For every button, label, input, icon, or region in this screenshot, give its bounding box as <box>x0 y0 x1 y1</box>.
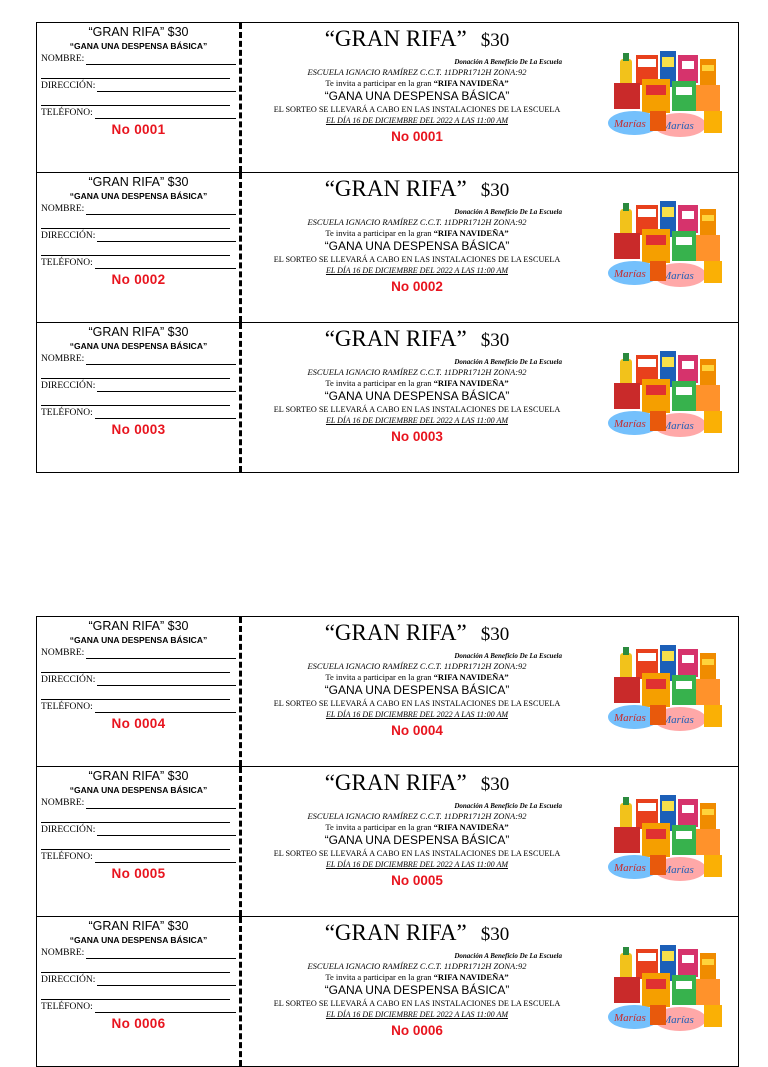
name-field <box>41 796 236 809</box>
school-line: ESCUELA IGNACIO RAMÍREZ C.C.T. 11DPR1712H ZONA:92 <box>307 961 527 971</box>
phone-line <box>95 259 236 269</box>
grocery-basket-icon <box>600 195 730 295</box>
address-line <box>97 826 236 836</box>
draw-location: EL SORTEO SE LLEVARÁ A CABO EN LAS INSTALACIONES DE LA ESCUELA <box>273 999 561 1008</box>
stub-subtitle: “GANA UNA DESPENSA BÁSICA” <box>69 341 208 351</box>
invite-text: Te invita a participar en la gran <box>325 78 432 88</box>
main-ticket-number: No 0001 <box>391 129 443 144</box>
invite-text: Te invita a participar en la gran <box>325 972 432 982</box>
ticket-price: $30 <box>480 774 510 795</box>
stub-subtitle: “GANA UNA DESPENSA BÁSICA” <box>69 635 208 645</box>
name-field <box>41 646 236 659</box>
raffle-ticket <box>37 917 738 1067</box>
address-line-extra <box>41 986 230 1000</box>
draw-date: EL DÍA 16 DE DICIEMBRE DEL 2022 A LAS 11:00 AM <box>325 116 509 125</box>
name-line-extra <box>41 365 230 379</box>
phone-label: TELÉFONO: <box>41 108 93 118</box>
main-title: “GRAN RIFA” <box>324 770 467 795</box>
draw-location: EL SORTEO SE LLEVARÁ A CABO EN LAS INSTALACIONES DE LA ESCUELA <box>273 405 561 414</box>
name-line-extra <box>41 65 230 79</box>
phone-label: TELÉFONO: <box>41 1002 93 1012</box>
school-line: ESCUELA IGNACIO RAMÍREZ C.C.T. 11DPR1712H ZONA:92 <box>307 661 527 671</box>
stub-title: “GRAN RIFA” $30 <box>88 919 189 933</box>
phone-field <box>41 1000 236 1013</box>
stub-ticket-number: No 0002 <box>111 272 166 287</box>
address-line <box>97 676 236 686</box>
invite-bold: “RIFA NAVIDEÑA” <box>433 822 509 832</box>
name-line <box>86 355 236 365</box>
donation-note: Donación A Beneficio De La Escuela <box>454 802 562 810</box>
invite-text: Te invita a participar en la gran <box>325 672 432 682</box>
grocery-basket-icon <box>600 639 730 739</box>
stub-subtitle: “GANA UNA DESPENSA BÁSICA” <box>69 191 208 201</box>
grocery-basket-icon <box>600 345 730 445</box>
ticket-price: $30 <box>480 30 510 51</box>
address-field <box>41 973 236 986</box>
address-label: DIRECCIÓN: <box>41 231 96 241</box>
address-label: DIRECCIÓN: <box>41 381 96 391</box>
name-field <box>41 202 236 215</box>
school-line: ESCUELA IGNACIO RAMÍREZ C.C.T. 11DPR1712H ZONA:92 <box>307 217 527 227</box>
address-line-extra <box>41 836 230 850</box>
invite-text: Te invita a participar en la gran <box>325 822 432 832</box>
draw-date: EL DÍA 16 DE DICIEMBRE DEL 2022 A LAS 11:00 AM <box>325 860 509 869</box>
address-label: DIRECCIÓN: <box>41 81 96 91</box>
invite-bold: “RIFA NAVIDEÑA” <box>433 378 509 388</box>
raffle-ticket <box>37 173 738 323</box>
stub-ticket-number: No 0004 <box>111 716 166 731</box>
draw-location: EL SORTEO SE LLEVARÁ A CABO EN LAS INSTALACIONES DE LA ESCUELA <box>273 255 561 264</box>
ticket-stub <box>37 23 242 172</box>
main-ticket-number: No 0005 <box>391 873 443 888</box>
phone-line <box>95 853 236 863</box>
name-line <box>86 649 236 659</box>
pantry-line: “GANA UNA DESPENSA BÁSICA” <box>324 89 510 103</box>
address-field <box>41 823 236 836</box>
name-label: NOMBRE: <box>41 354 85 364</box>
name-field <box>41 946 236 959</box>
grocery-basket-icon <box>600 45 730 145</box>
stub-title: “GRAN RIFA” $30 <box>88 769 189 783</box>
stub-title: “GRAN RIFA” $30 <box>88 619 189 633</box>
stub-ticket-number: No 0003 <box>111 422 166 437</box>
address-line <box>97 976 236 986</box>
ticket-body <box>242 23 738 172</box>
phone-line <box>95 703 236 713</box>
stub-ticket-number: No 0006 <box>111 1016 166 1031</box>
stub-subtitle: “GANA UNA DESPENSA BÁSICA” <box>69 785 208 795</box>
name-line-extra <box>41 215 230 229</box>
main-ticket-number: No 0004 <box>391 723 443 738</box>
invite-bold: “RIFA NAVIDEÑA” <box>433 672 509 682</box>
name-label: NOMBRE: <box>41 648 85 658</box>
school-line: ESCUELA IGNACIO RAMÍREZ C.C.T. 11DPR1712H ZONA:92 <box>307 67 527 77</box>
ticket-body <box>242 917 738 1066</box>
invite-bold: “RIFA NAVIDEÑA” <box>433 972 509 982</box>
draw-location: EL SORTEO SE LLEVARÁ A CABO EN LAS INSTALACIONES DE LA ESCUELA <box>273 699 561 708</box>
grocery-basket-icon <box>600 939 730 1039</box>
donation-note: Donación A Beneficio De La Escuela <box>454 652 562 660</box>
address-line <box>97 82 236 92</box>
address-line <box>97 232 236 242</box>
main-title: “GRAN RIFA” <box>324 26 467 51</box>
ticket-body <box>242 767 738 916</box>
name-line-extra <box>41 809 230 823</box>
main-ticket-number: No 0003 <box>391 429 443 444</box>
phone-field <box>41 106 236 119</box>
ticket-stub <box>37 173 242 322</box>
ticket-price: $30 <box>480 924 510 945</box>
phone-label: TELÉFONO: <box>41 258 93 268</box>
draw-date: EL DÍA 16 DE DICIEMBRE DEL 2022 A LAS 11:00 AM <box>325 266 509 275</box>
invite-text: Te invita a participar en la gran <box>325 378 432 388</box>
invite-bold: “RIFA NAVIDEÑA” <box>433 78 509 88</box>
draw-location: EL SORTEO SE LLEVARÁ A CABO EN LAS INSTALACIONES DE LA ESCUELA <box>273 105 561 114</box>
address-field <box>41 673 236 686</box>
draw-date: EL DÍA 16 DE DICIEMBRE DEL 2022 A LAS 11:00 AM <box>325 416 509 425</box>
ticket-price: $30 <box>480 330 510 351</box>
phone-field <box>41 850 236 863</box>
stub-title: “GRAN RIFA” $30 <box>88 325 189 339</box>
draw-location: EL SORTEO SE LLEVARÁ A CABO EN LAS INSTALACIONES DE LA ESCUELA <box>273 849 561 858</box>
donation-note: Donación A Beneficio De La Escuela <box>454 358 562 366</box>
ticket-sheet-top <box>36 22 739 473</box>
address-line-extra <box>41 242 230 256</box>
ticket-stub <box>37 617 242 766</box>
stub-ticket-number: No 0001 <box>111 122 166 137</box>
ticket-stub <box>37 323 242 472</box>
name-line <box>86 799 236 809</box>
address-field <box>41 229 236 242</box>
invite-bold: “RIFA NAVIDEÑA” <box>433 228 509 238</box>
phone-label: TELÉFONO: <box>41 852 93 862</box>
name-line <box>86 949 236 959</box>
donation-note: Donación A Beneficio De La Escuela <box>454 208 562 216</box>
pantry-line: “GANA UNA DESPENSA BÁSICA” <box>324 389 510 403</box>
school-line: ESCUELA IGNACIO RAMÍREZ C.C.T. 11DPR1712H ZONA:92 <box>307 811 527 821</box>
name-line <box>86 55 236 65</box>
raffle-ticket <box>37 617 738 767</box>
main-title: “GRAN RIFA” <box>324 920 467 945</box>
main-title: “GRAN RIFA” <box>324 620 467 645</box>
donation-note: Donación A Beneficio De La Escuela <box>454 58 562 66</box>
main-title: “GRAN RIFA” <box>324 176 467 201</box>
phone-field <box>41 256 236 269</box>
grocery-basket-icon <box>600 789 730 889</box>
ticket-stub <box>37 917 242 1066</box>
draw-date: EL DÍA 16 DE DICIEMBRE DEL 2022 A LAS 11:00 AM <box>325 710 509 719</box>
ticket-body <box>242 323 738 472</box>
pantry-line: “GANA UNA DESPENSA BÁSICA” <box>324 983 510 997</box>
ticket-stub <box>37 767 242 916</box>
phone-line <box>95 409 236 419</box>
pantry-line: “GANA UNA DESPENSA BÁSICA” <box>324 683 510 697</box>
raffle-ticket <box>37 767 738 917</box>
name-label: NOMBRE: <box>41 948 85 958</box>
name-line <box>86 205 236 215</box>
stub-subtitle: “GANA UNA DESPENSA BÁSICA” <box>69 41 208 51</box>
school-line: ESCUELA IGNACIO RAMÍREZ C.C.T. 11DPR1712H ZONA:92 <box>307 367 527 377</box>
ticket-price: $30 <box>480 624 510 645</box>
draw-date: EL DÍA 16 DE DICIEMBRE DEL 2022 A LAS 11:00 AM <box>325 1010 509 1019</box>
main-ticket-number: No 0006 <box>391 1023 443 1038</box>
main-title: “GRAN RIFA” <box>324 326 467 351</box>
address-line-extra <box>41 686 230 700</box>
address-label: DIRECCIÓN: <box>41 825 96 835</box>
ticket-sheet-bottom <box>36 616 739 1067</box>
main-ticket-number: No 0002 <box>391 279 443 294</box>
name-field <box>41 52 236 65</box>
phone-line <box>95 1003 236 1013</box>
stub-ticket-number: No 0005 <box>111 866 166 881</box>
address-field <box>41 79 236 92</box>
phone-field <box>41 406 236 419</box>
address-field <box>41 379 236 392</box>
address-line <box>97 382 236 392</box>
name-line-extra <box>41 959 230 973</box>
ticket-price: $30 <box>480 180 510 201</box>
ticket-body <box>242 173 738 322</box>
name-label: NOMBRE: <box>41 54 85 64</box>
raffle-ticket <box>37 323 738 473</box>
stub-title: “GRAN RIFA” $30 <box>88 175 189 189</box>
name-label: NOMBRE: <box>41 204 85 214</box>
address-line-extra <box>41 92 230 106</box>
phone-line <box>95 109 236 119</box>
pantry-line: “GANA UNA DESPENSA BÁSICA” <box>324 239 510 253</box>
phone-field <box>41 700 236 713</box>
name-label: NOMBRE: <box>41 798 85 808</box>
name-line-extra <box>41 659 230 673</box>
stub-subtitle: “GANA UNA DESPENSA BÁSICA” <box>69 935 208 945</box>
address-line-extra <box>41 392 230 406</box>
phone-label: TELÉFONO: <box>41 408 93 418</box>
ticket-body <box>242 617 738 766</box>
phone-label: TELÉFONO: <box>41 702 93 712</box>
pantry-line: “GANA UNA DESPENSA BÁSICA” <box>324 833 510 847</box>
stub-title: “GRAN RIFA” $30 <box>88 25 189 39</box>
invite-text: Te invita a participar en la gran <box>325 228 432 238</box>
name-field <box>41 352 236 365</box>
donation-note: Donación A Beneficio De La Escuela <box>454 952 562 960</box>
address-label: DIRECCIÓN: <box>41 975 96 985</box>
raffle-ticket <box>37 23 738 173</box>
address-label: DIRECCIÓN: <box>41 675 96 685</box>
